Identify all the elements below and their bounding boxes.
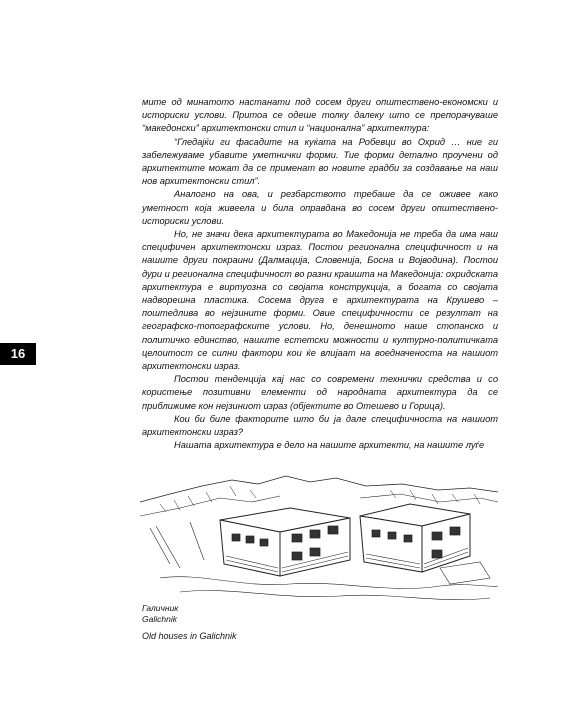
caption-english: Old houses in Galichnik: [142, 631, 237, 641]
paragraph: Постои тенденција кај нас со современи технички средства и со користење позитивни елементи од народната архитектура да се приближиме кон нејзиниот израз (објектите во Отешево и Горица).: [142, 374, 498, 411]
paragraph: мите од минатото настанати под сосем други општествено-економски и историски услови. Притоа се одеше толку далеку што се препорачуваше “македонски” архитектонски стил и “национална” архитектура:: [142, 97, 498, 134]
galichnik-houses-sketch: [140, 468, 498, 608]
paragraph: Кои би биле факторите што би ја дале специфичноста на нашиот архитектонски израз?: [142, 413, 498, 438]
quote-paragraph: “Гледајќи ги фасадите на куќата на Робевци во Охрид … ние ги забележуваме убавите уметнички форми. Тие форми детално проучени од архитектите можат да се применат во новите градби за создавање на наш нов архитектонски стил”.: [142, 136, 498, 187]
caption-latin: Galichnik: [142, 613, 177, 624]
body-text: [142, 96, 498, 452]
caption-macedonian: Галичник: [142, 603, 179, 613]
paragraph: Аналогно на ова, и резбарството требаше да се оживее како уметност која живеела и била оправдана во сосем други општествено-историски услови.: [142, 189, 498, 226]
paragraph: Нашата архитектура е дело на нашите архитекти, на нашите луѓе: [174, 440, 485, 451]
figure-caption: [142, 603, 178, 624]
page-number-tab: 16: [0, 343, 36, 365]
paragraph: Но, не значи дека архитектурата во Македонија не треба да има наш специфичен архитектонски израз. Постои регионална специфичност и на нашите други покраини (Далмација, Словенија, Босна и Војводина). Постои дури и регионална специфичност во разни краишта на Македонија: охридската архитектура е виртуозна со својата конструкција, а богата со својата надворешна пластика. Сосема друга е архитектурата на Крушево – поштедлива во нејзините форми. Овие специфичности се резултат на географско-топографските услови. Но, денешното наше стопанско и политичко единство, нашите естетски можности и културно-политичката целоитост се силни фактори кои ќе влијаат на воедначеноста на нашиот архитектонски израз.: [142, 229, 498, 372]
